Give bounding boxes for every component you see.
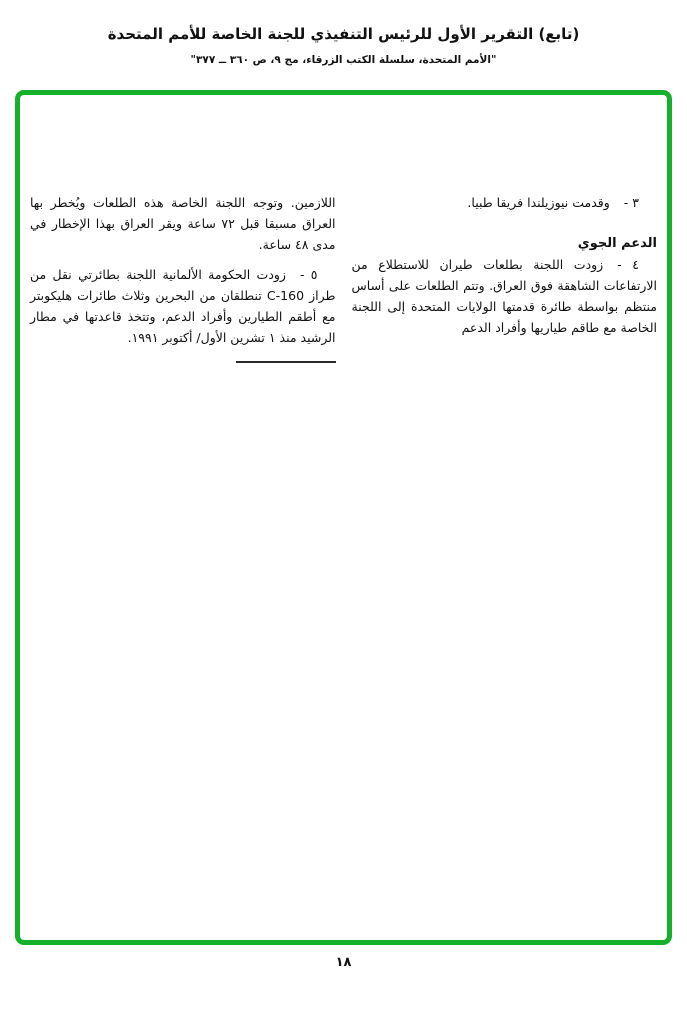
paragraph-3 bbox=[352, 192, 658, 213]
paragraph-4-number: ٤ - bbox=[617, 257, 639, 272]
text-columns bbox=[20, 95, 667, 363]
paragraph-4-text: زودت اللجنة بطلعات طيران للاستطلاع من الارتفاعات الشاهقة فوق العراق. وتتم الطلعات على أساس منتظم بواسطة طائرة قدمتها الولايات المتحدة إلى اللجنة الخاصة مع طاقم طياريها وأفراد الدعم bbox=[351, 257, 657, 335]
paragraph-5 bbox=[30, 264, 336, 348]
paragraph-4 bbox=[352, 254, 658, 338]
document-subtitle: "الأمم المتحدة، سلسلة الكتب الزرقاء، مج ٩، ص ٣٦٠ ــ ٣٧٧" bbox=[190, 54, 497, 66]
paragraph-5-number: ٥ - bbox=[299, 267, 318, 282]
paragraph-4-continuation: اللازمين. وتوجه اللجنة الخاصة هذه الطلعات ويُخطر بها العراق مسبقا قبل ٧٢ ساعة ويقر العراق بهذا الإخطار في مدى ٤٨ ساعة. bbox=[30, 195, 336, 252]
column-right bbox=[352, 192, 658, 363]
page-number: ١٨ bbox=[335, 955, 352, 970]
document-frame bbox=[15, 90, 672, 945]
footnote-divider bbox=[236, 361, 336, 363]
document-title: (تابع) التقرير الأول للرئيس التنفيذي للجنة الخاصة للأمم المتحدة bbox=[107, 25, 580, 43]
column-left bbox=[30, 192, 336, 363]
paragraph-3-number: ٣ - bbox=[623, 195, 639, 210]
section-heading-air-support: الدعم الجوي bbox=[577, 236, 657, 251]
paragraph-5-text: زودت الحكومة الألمانية اللجنة بطائرتي نقل من طراز C-160 تنطلقان من البحرين وثلاث طائرات هليكوبتر مع أطقم الطيارين وأفراد الدعم، وتتخذ قاعدتها في مطار الرشيد منذ ١ تشرين الأول/ أكتوبر ١٩٩١. bbox=[30, 267, 336, 345]
paragraph-3-text: وقدمت نيوزيلندا فريقا طبيا. bbox=[467, 195, 610, 210]
page-header bbox=[0, 24, 687, 67]
